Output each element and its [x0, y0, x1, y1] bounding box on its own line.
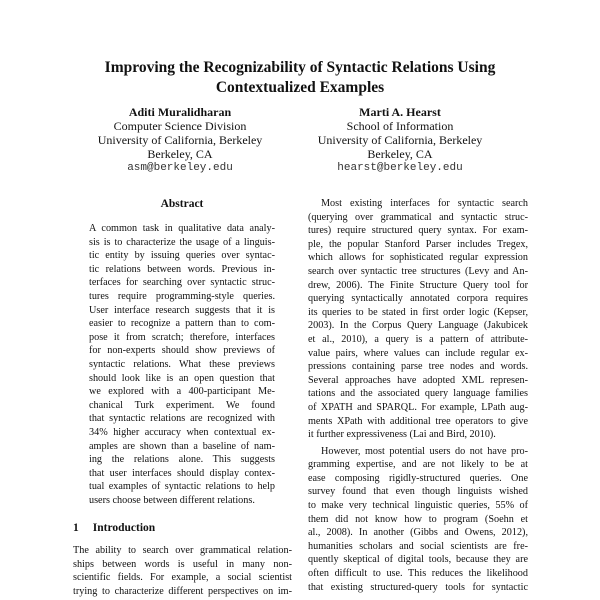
text-line: it further expressiveness (Lai and Bird, 2010). — [308, 429, 496, 441]
text-line: A common task in qualitative data analy- — [89, 223, 275, 234]
text-line: its queries to be stated in first order logic (Kepser, — [308, 306, 528, 318]
text-line: ships between words is useful in many non- — [73, 558, 292, 570]
paragraph — [308, 197, 528, 442]
text-line: tic relations between words. Previous in- — [89, 263, 275, 275]
author-department: School of Information — [346, 119, 454, 133]
text-line: However, most potential users do not have pro- — [321, 445, 528, 457]
introduction-body — [73, 544, 292, 598]
text-line: The ability to search over grammatical relation- — [73, 545, 292, 556]
text-line: often difficult to use. This reduces the likelihood — [308, 568, 528, 580]
abstract-heading: Abstract — [160, 198, 204, 210]
text-line: that existing structured-query tools for syntactic — [308, 581, 528, 593]
author-block-2 — [280, 105, 520, 175]
author-email: hearst@berkeley.edu — [337, 162, 463, 174]
right-column-body — [308, 197, 528, 594]
text-line: humanities scholars and social scientists are fre- — [308, 540, 528, 552]
text-line: tic entity by issuing queries over syntac- — [89, 250, 275, 262]
text-line: Most existing interfaces for syntactic search — [321, 198, 528, 209]
text-line: tures require programming-style queries. — [89, 290, 275, 302]
text-line: User interface research suggests that it is — [89, 304, 275, 316]
text-line: scientific fields. For example, a social scientist — [73, 572, 292, 584]
text-line: ple, the popular Stanford Parser includes Tregex, — [308, 238, 528, 250]
text-line: tual examples of syntactic relations to help — [89, 481, 275, 493]
author-name: Aditi Muralidharan — [128, 105, 232, 119]
text-line: users choose between different relations. — [89, 494, 255, 506]
text-line: which allows for sophisticated regular expression — [308, 252, 528, 264]
text-line: survey found that even though linguists wished — [308, 486, 528, 498]
text-line: terfaces for searching over syntactic struc- — [89, 277, 275, 289]
text-line: querying syntactically annotated corpora requires — [308, 293, 528, 305]
text-line: to make very technical linguistic queries, 55% of — [308, 500, 528, 512]
text-line: ments XPath with additional tree operators to give — [308, 415, 528, 427]
author-city: Berkeley, CA — [147, 147, 213, 161]
text-line: that user interfaces should display contex- — [89, 467, 275, 479]
text-line: quently skeptical of digital tools, because they are — [308, 554, 528, 566]
text-line: for non-experts should show previews of — [89, 345, 275, 357]
text-line: amples are shown than a baseline of nam- — [89, 440, 275, 452]
text-line: 34% higher accuracy when contextual ex- — [89, 426, 275, 438]
text-line: drew, 2006). The Finite Structure Query tool for — [308, 279, 528, 291]
section-number: 1 — [73, 522, 79, 534]
author-name: Marti A. Hearst — [359, 105, 441, 119]
text-line: value pairs, where values can include regular ex- — [308, 347, 528, 359]
text-line: pose it from scratch; therefore, interfaces — [89, 331, 275, 343]
text-line: (querying over grammatical and syntactic struc- — [308, 211, 528, 223]
abstract-body — [89, 222, 275, 507]
text-line: sis is to characterize the usage of a linguis- — [89, 236, 275, 248]
text-line: that syntactic relations are recognized with — [89, 413, 275, 425]
text-line: we explored with a 400-participant Me- — [89, 386, 275, 398]
paper-title-line-2: Contextualized Examples — [215, 79, 385, 96]
text-line: al., 2008). In another (Gibbs and Owens, 2012), — [308, 527, 528, 539]
text-line: should look like is an open question that — [89, 372, 275, 384]
author-department: Computer Science Division — [113, 119, 247, 133]
text-line: pressions containing parse tree nodes and words. — [308, 361, 528, 373]
text-line: tures) require structured query syntax. For exam- — [308, 225, 528, 237]
author-city: Berkeley, CA — [367, 147, 433, 161]
text-line: them did not know how to program (Soehn et — [308, 513, 528, 525]
author-university: University of California, Berkeley — [317, 133, 483, 147]
text-line: chanical Turk experiment. We found — [89, 399, 275, 411]
paper-title-line-1: Improving the Recognizability of Syntactic Relations Using — [104, 59, 496, 76]
section-heading-introduction — [73, 521, 155, 535]
text-line: ease composing rigidly-structured queries. One — [308, 472, 528, 484]
text-line: Several approaches have adopted XML represen- — [308, 374, 528, 386]
text-line: of XPATH and SPARQL. For example, LPath aug- — [308, 401, 528, 413]
text-line: gramming expertise, and are not likely to be at — [308, 459, 528, 471]
text-line: easier to recognize a pattern than to com- — [89, 318, 275, 330]
text-line: et al., 2010), a query is a pattern of attribute- — [308, 333, 528, 345]
author-block-1 — [60, 105, 300, 175]
section-title: Introduction — [92, 522, 156, 534]
text-line: 2003). In the Corpus Query Language (Jakubicek — [308, 320, 528, 332]
text-line: ing the relations alone. This suggests — [89, 454, 275, 466]
author-email: asm@berkeley.edu — [127, 162, 233, 174]
author-university: University of California, Berkeley — [97, 133, 263, 147]
text-line: tations and the associated query language families — [308, 388, 528, 400]
paragraph — [308, 445, 528, 595]
text-line: trying to characterize different perspectives on im- — [73, 585, 292, 597]
text-line: search over syntactic tree structures (Levy and An- — [308, 265, 528, 277]
text-line: syntactic relations. What these previews — [89, 358, 275, 370]
